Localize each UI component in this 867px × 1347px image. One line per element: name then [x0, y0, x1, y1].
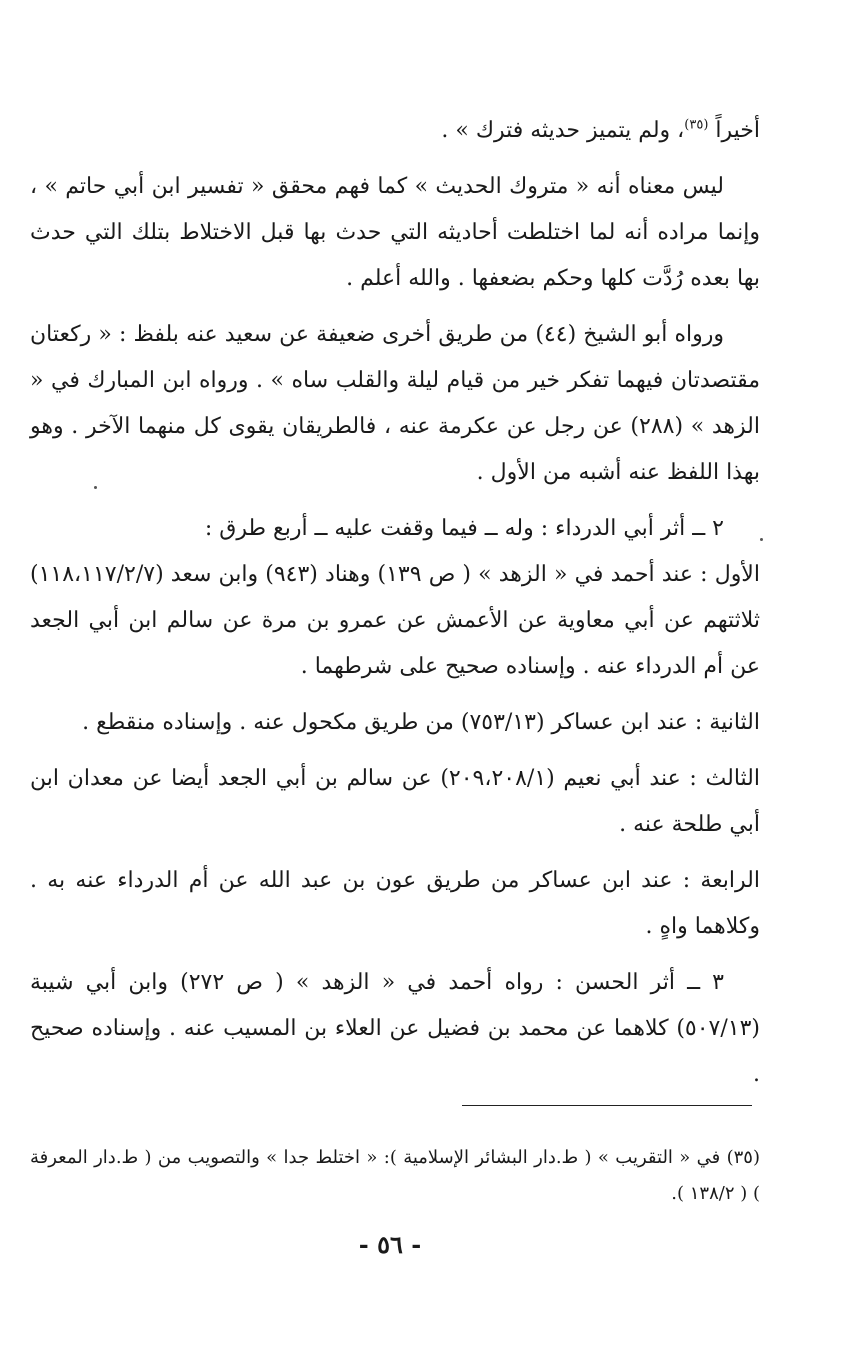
paragraph-fourth-route: الرابعة : عند ابن عساكر من طريق عون بن عبد الله عن أم الدرداء عنه به . وكلاهما واهٍ . — [30, 868, 760, 939]
section-heading-abu-al-darda: ٢ ــ أثر أبي الدرداء : وله ــ فيما وقفت عليه ــ أربع طرق : — [204, 516, 724, 541]
page-number: - ٥٦ - — [358, 1230, 422, 1259]
paragraph-abu-al-shaykh: ورواه أبو الشيخ (٤٤) من طريق أخرى ضعيفة عن سعيد عنه بلفظ : « ركعتان مقتصدتان فيهما تفكر خير من قيام ليلة والقلب ساه » . ورواه ابن المبارك في « الزهد » (٢٨٨) عن رجل عن عكرمة عنه ، فالطريقان يقوى كل منهما الآخر . وهو بهذا اللفظ عنه أشبه من الأول . — [30, 322, 760, 485]
paragraph-first-route: الأول : عند أحمد في « الزهد » ( ص ١٣٩) وهناد (٩٤٣) وابن سعد (١١٨،١١٧/٢/٧) ثلاثتهم عن أبي معاوية عن الأعمش عن عمرو بن مرة عن سالم ابن أبي الجعد عن أم الدرداء عنه . وإسناده صحيح على شرطهما . — [30, 562, 760, 679]
footnote-35: (٣٥) في « التقريب » ( ط.دار البشائر الإسلامية ): « اختلط جدا » والتصويب من ( ط.دار المعرفة ) ( ١٣٨/٢ ). — [30, 1147, 760, 1204]
scan-speck — [94, 486, 97, 489]
continuation-text-start: أخيراً — [715, 118, 760, 143]
scan-speck — [760, 538, 763, 541]
continuation-text-end: ، ولم يتميز حديثه فترك » . — [441, 118, 685, 143]
paragraph-al-hasan: ٣ ــ أثر الحسن : رواه أحمد في « الزهد » ( ص ٢٧٢) وابن أبي شيبة (٥٠٧/١٣) كلاهما عن محمد بن فضيل عن العلاء بن المسيب عنه . وإسناده صحيح . — [30, 970, 760, 1087]
paragraph-third-route: الثالث : عند أبي نعيم (٢٠٩،٢٠٨/١) عن سالم بن أبي الجعد أيضا عن معدان ابن أبي طلحة عنه . — [30, 766, 760, 837]
paragraph-continuation — [30, 108, 760, 154]
footnote-reference: (٣٥) — [684, 117, 709, 133]
footnote-divider — [462, 1105, 752, 1106]
paragraph-second-route: الثانية : عند ابن عساكر (٧٥٣/١٣) من طريق مكحول عنه . وإسناده منقطع . — [82, 710, 760, 735]
page-body — [30, 108, 760, 1108]
paragraph-commentary: ليس معناه أنه « متروك الحديث » كما فهم محقق « تفسير ابن أبي حاتم » ، وإنما مراده أنه لما اختلطت أحاديثه التي حدث بها قبل الاختلاط بتلك التي حدث بها بعده رُدَّت كلها وحكم بضعفها . والله أعلم . — [30, 174, 760, 291]
